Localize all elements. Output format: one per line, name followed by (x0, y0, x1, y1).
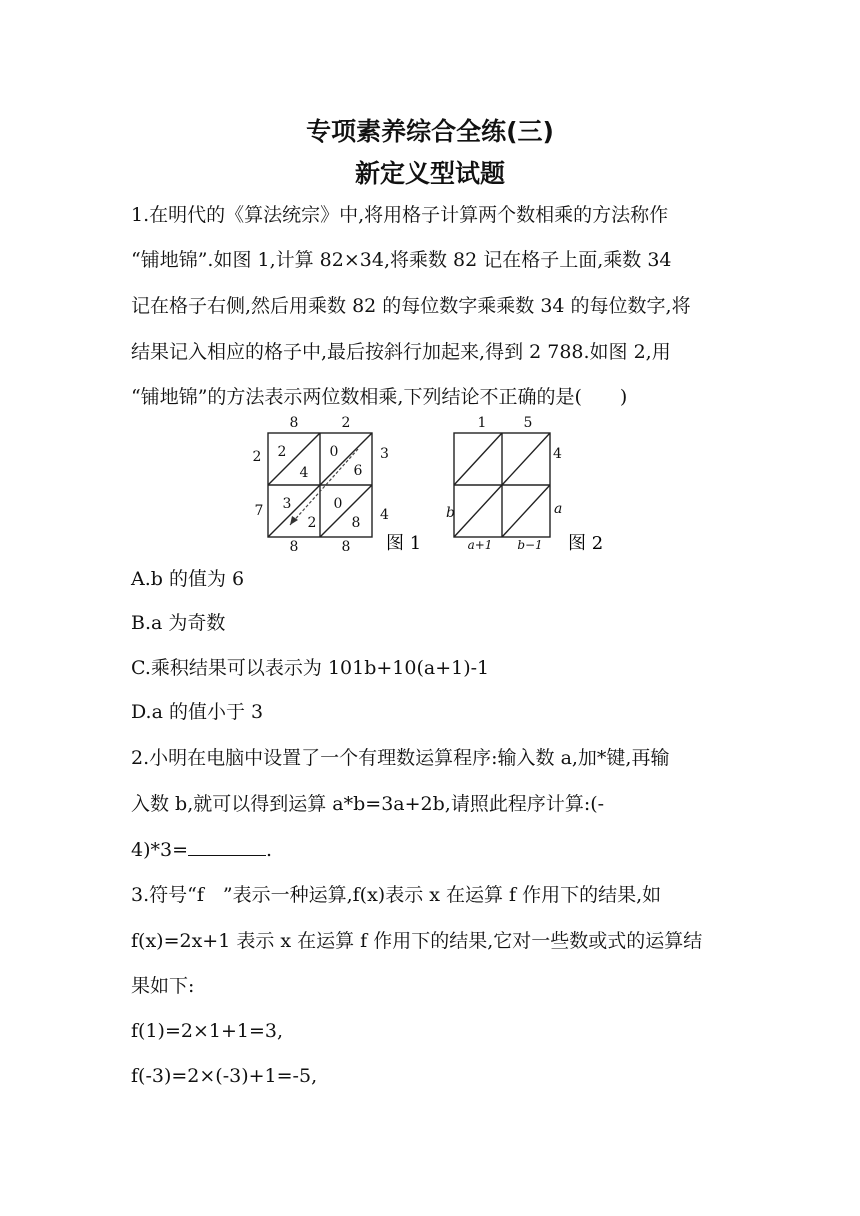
page-title: 专项素养综合全练(三) (306, 117, 554, 146)
fig1-caption: 图 1 (386, 533, 422, 554)
q2-period: . (266, 839, 273, 861)
fig1-cell-4-upper: 0 (333, 496, 343, 512)
page-subtitle: 新定义型试题 (354, 159, 505, 188)
q3-line-5: f(-3)=2×(-3)+1=-5, (131, 1065, 318, 1087)
fig2-top-1: 5 (523, 415, 533, 431)
fig2-top-0: 1 (477, 415, 487, 431)
fig2-right-1: a (554, 501, 563, 517)
fig1-left-0: 2 (252, 449, 262, 465)
fig2-bottom-1: b−1 (517, 538, 543, 552)
q2-line-1: 2.小明在电脑中设置了一个有理数运算程序:输入数 a,加*键,再输 (131, 747, 670, 769)
q3-line-2: f(x)=2x+1 表示 x 在运算 f 作用下的结果,它对一些数或式的运算结 (131, 930, 703, 952)
q1-line-5: “铺地锦”的方法表示两位数相乘,下列结论不正确的是( ) (131, 386, 628, 408)
diagonal-arrow (290, 449, 358, 525)
option-c: C.乘积结果可以表示为 101b+10(a+1)-1 (131, 657, 490, 679)
fig1-cell-1-upper: 2 (277, 444, 287, 460)
fig1-bottom-1: 8 (341, 539, 351, 555)
q3-line-4: f(1)=2×1+1=3, (131, 1020, 284, 1042)
q1-line-3: 记在格子右侧,然后用乘数 82 的每位数字乘乘数 34 的每位数字,将 (131, 295, 691, 317)
q1-line-2: “铺地锦”.如图 1,计算 82×34,将乘数 82 记在格子上面,乘数 34 (131, 249, 672, 271)
fig2-right-0: 4 (553, 446, 562, 462)
q2-expression: 4)*3= (131, 839, 189, 861)
figure-1 (246, 415, 436, 555)
fig1-cell-2-lower: 6 (353, 463, 363, 479)
fig1-right-0: 3 (380, 446, 389, 462)
fig1-bottom-0: 8 (289, 539, 299, 555)
fig1-cell-4-lower: 8 (351, 515, 361, 531)
fig1-cell-1-lower: 4 (299, 465, 309, 481)
fig1-top-0: 8 (289, 415, 299, 431)
q3-line-3: 果如下: (131, 975, 195, 997)
fig1-cell-2-upper: 0 (329, 444, 339, 460)
option-d: D.a 的值小于 3 (131, 701, 264, 723)
option-a: A.b 的值为 6 (131, 568, 245, 590)
fig1-left-1: 7 (254, 503, 264, 519)
option-b: B.a 为奇数 (131, 612, 226, 634)
q2-line-2: 入数 b,就可以得到运算 a*b=3a+2b,请照此程序计算:(- (131, 793, 605, 815)
q1-line-4: 结果记入相应的格子中,最后按斜行加起来,得到 2 788.如图 2,用 (131, 341, 671, 363)
answer-blank[interactable] (188, 837, 266, 856)
fig2-caption: 图 2 (568, 533, 604, 554)
q2-line-3 (131, 837, 272, 862)
fig1-cell-3-upper: 3 (282, 496, 292, 512)
fig1-top-1: 2 (341, 415, 351, 431)
fig2-left: b (446, 505, 455, 521)
q1-line-1: 1.在明代的《算法统宗》中,将用格子计算两个数相乘的方法称作 (131, 204, 669, 226)
fig1-cell-3-lower: 2 (307, 515, 317, 531)
q3-line-1: 3.符号“f ”表示一种运算,f(x)表示 x 在运算 f 作用下的结果,如 (131, 884, 662, 906)
figure-2 (440, 415, 620, 555)
fig2-bottom-0: a+1 (467, 538, 493, 552)
fig1-right-1: 4 (380, 507, 389, 523)
